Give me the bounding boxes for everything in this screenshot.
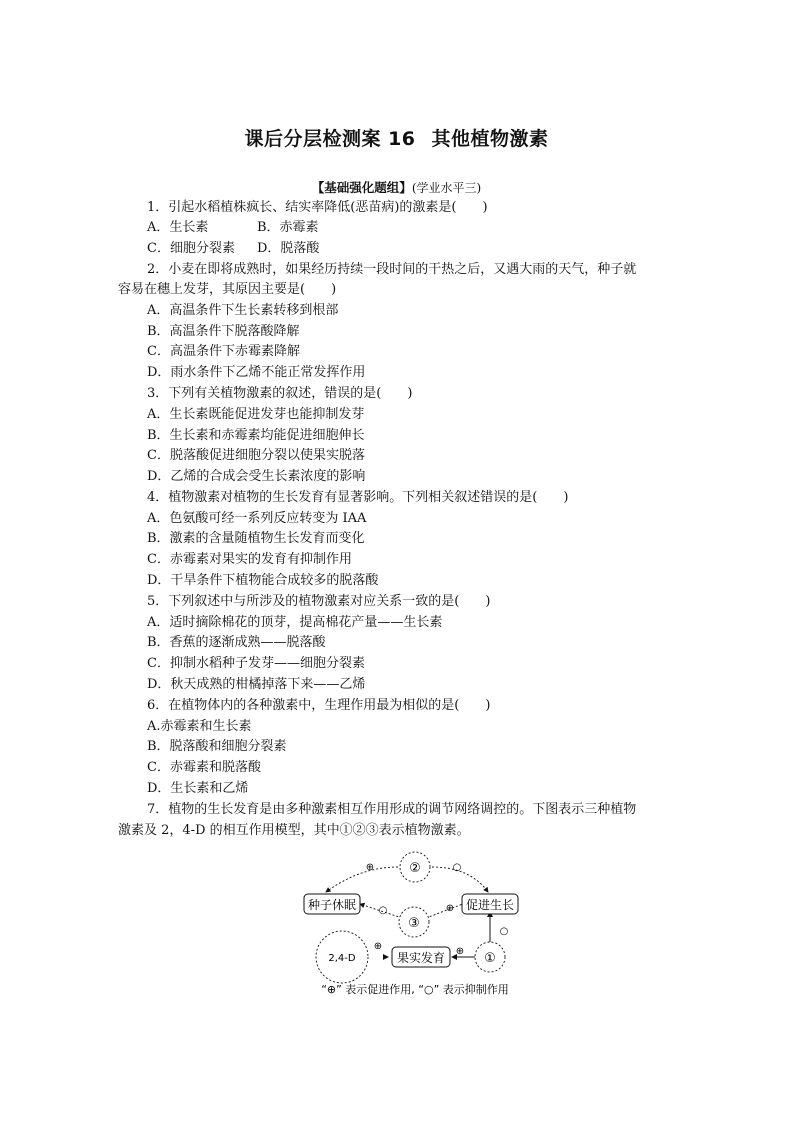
- minus-sign: ○: [378, 905, 388, 916]
- option: D．雨水条件下乙烯不能正常发挥作用: [147, 365, 366, 380]
- title-sub: 其他植物激素: [431, 128, 549, 150]
- question-3-stem: [147, 385, 412, 403]
- option: C．细胞分裂素: [147, 241, 235, 256]
- option: B．脱落酸和细胞分裂素: [147, 739, 287, 754]
- diagram-legend: “⊕” 表示促进作用, “○” 表示抑制作用: [321, 983, 509, 996]
- option: A．色氨酸可经一系列反应转变为 IAA: [147, 511, 367, 526]
- section-level: (学业水平三): [411, 181, 482, 195]
- option: B．赤霉素: [257, 220, 319, 235]
- question-text: ): [563, 490, 569, 505]
- fruit-development-label: 果实发育: [396, 951, 446, 965]
- question-text: ): [482, 200, 488, 215]
- page-title: [0, 124, 793, 151]
- plus-sign: ⊕: [365, 862, 375, 873]
- promote-growth-label: 促进生长: [465, 898, 515, 912]
- option: C．赤霉素和脱落酸: [147, 760, 261, 775]
- plus-sign: ⊕: [373, 941, 383, 952]
- question-text: ): [485, 698, 491, 713]
- minus-sign: ○: [499, 926, 509, 937]
- option: A.赤霉素和生长素: [147, 719, 252, 734]
- option: D．乙烯的合成会受生长素浓度的影响: [147, 469, 366, 484]
- question-7-stem: 7．植物的生长发育是由多种激素相互作用形成的调节网络调控的。下图表示三种植物: [147, 802, 637, 817]
- option: B．香蕉的逐渐成熟——脱落酸: [147, 635, 326, 650]
- option: A．生长素: [147, 220, 209, 235]
- option: B．激素的含量随植物生长发育而变化: [147, 531, 365, 546]
- question-1-options-row-2: [147, 240, 320, 258]
- question-4-stem: [147, 489, 568, 507]
- option: D．秋天成熟的柑橘掉落下来——乙烯: [147, 677, 366, 692]
- hormone-3-label: ③: [408, 916, 420, 931]
- question-7-stem-cont: 激素及 2，4-D 的相互作用模型，其中①②③表示植物激素。: [118, 823, 470, 838]
- question-text: 4．植物激素对植物的生长发育有显著影响。下列相关叙述错误的是(: [147, 490, 538, 505]
- option: C．抑制水稻种子发芽——细胞分裂素: [147, 656, 365, 671]
- d24-label: 2,4-D: [328, 953, 356, 964]
- section-header: [0, 178, 793, 196]
- title-main: 课后分层检测案 16: [244, 128, 416, 150]
- question-1-stem: [147, 199, 488, 217]
- question-text: ): [331, 282, 337, 297]
- question-6-stem: [147, 697, 490, 715]
- option: C．脱落酸促进细胞分裂以使果实脱落: [147, 448, 365, 463]
- hormone-2-label: ②: [409, 861, 421, 876]
- option: A．高温条件下生长素转移到根部: [147, 303, 339, 318]
- plus-sign: ⊕: [455, 946, 465, 957]
- option: D．生长素和乙烯: [147, 781, 249, 796]
- question-5-stem: [147, 593, 490, 611]
- option: D．干旱条件下植物能合成较多的脱落酸: [147, 573, 379, 588]
- question-text: ): [485, 594, 491, 609]
- option: C．赤霉素对果实的发育有抑制作用: [147, 552, 352, 567]
- question-text: ): [407, 386, 413, 401]
- hormone-interaction-diagram: [300, 850, 530, 1000]
- question-1-options-row-1: [147, 219, 319, 237]
- question-text: 6．在植物体内的各种激素中，生理作用最为相似的是(: [147, 698, 460, 713]
- arrow-2-to-dormancy: [326, 867, 398, 892]
- hormone-1-label: ①: [484, 951, 496, 966]
- option: C．高温条件下赤霉素降解: [147, 344, 300, 359]
- option: B．生长素和赤霉素均能促进细胞伸长: [147, 428, 365, 443]
- minus-sign: ○: [452, 862, 462, 873]
- option: A．适时摘除棉花的顶芽，提高棉花产量——生长素: [147, 615, 443, 630]
- option: B．高温条件下脱落酸降解: [147, 324, 300, 339]
- question-2-stem: 2．小麦在即将成熟时，如果经历持续一段时间的干热之后，又遇大雨的天气，种子就: [147, 262, 637, 277]
- question-text: 容易在穗上发芽，其原因主要是(: [118, 282, 306, 297]
- option: D．脱落酸: [257, 241, 320, 256]
- question-text: 1．引起水稻植株疯长、结实率降低(恶苗病)的激素是(: [147, 200, 457, 215]
- question-2-stem-cont: [118, 281, 336, 299]
- plus-sign: ⊕: [445, 903, 455, 914]
- section-label: 【基础强化题组】: [311, 180, 412, 195]
- question-text: 5．下列叙述中与所涉及的植物激素对应关系一致的是(: [147, 594, 460, 609]
- question-text: 3．下列有关植物激素的叙述，错误的是(: [147, 386, 382, 401]
- seed-dormancy-label: 种子休眠: [307, 898, 357, 912]
- option: A．生长素既能促进发芽也能抑制发芽: [147, 407, 365, 422]
